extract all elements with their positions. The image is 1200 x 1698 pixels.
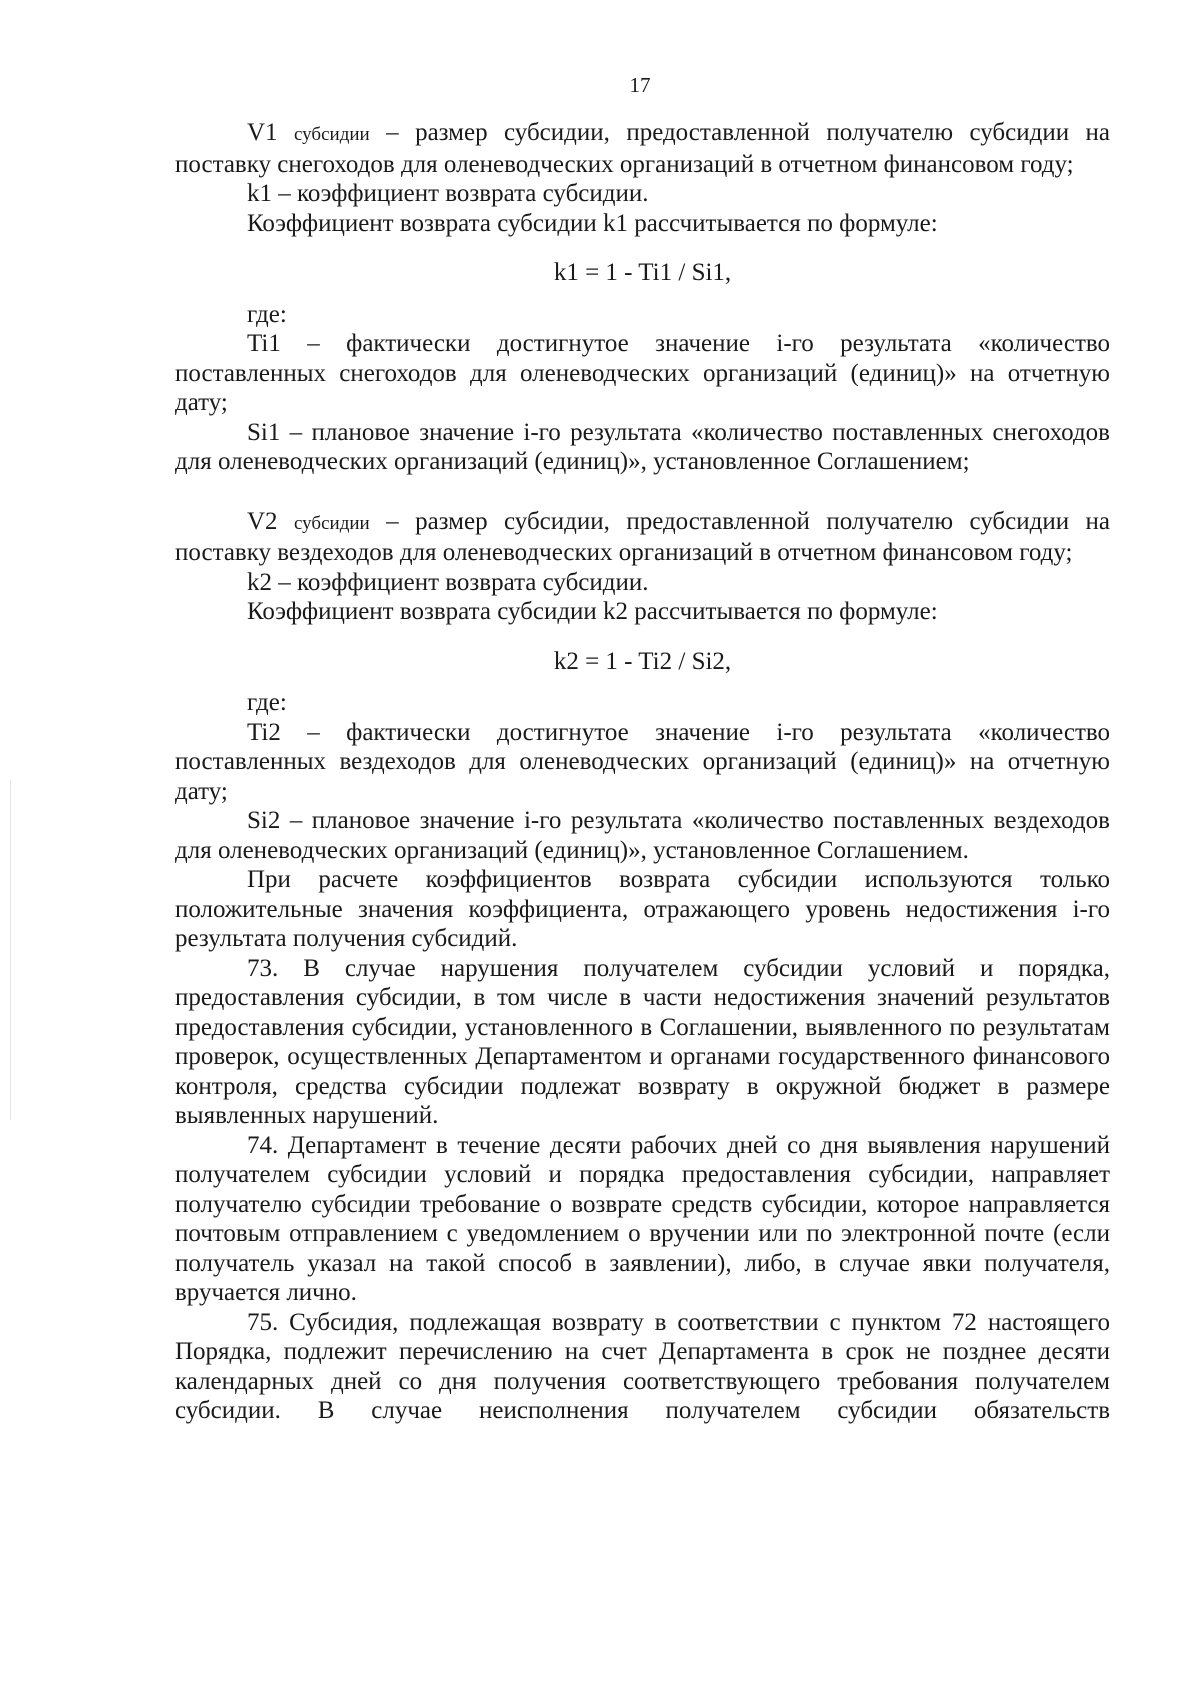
v2-subscript: субсидии — [294, 512, 370, 534]
where-label-1: где: — [247, 300, 287, 328]
k1-definition: k1 – коэффициент возврата субсидии. — [247, 180, 649, 207]
k1-formula: k1 = 1 - Ti1 / Si1, — [553, 259, 732, 286]
si2-definition: Si2 – плановое значение i-го результата «количество поставленных вездеходов для оленеводческих организаций (единиц)», установленное Соглашением. — [175, 807, 1110, 864]
paragraph-73: 73. В случае нарушения получателем субсидии условий и порядка, предоставления субсидии, в том числе в части недостижения значений результатов предоставления субсидии, установленного в Соглашении, выявленного по результатам проверок, осуществленных Департаментом и органами государственного финансового контроля, средства субсидии подлежат возврату в окружной бюджет в размере выявленных нарушений. — [175, 954, 1110, 1129]
v2-definition — [175, 507, 1110, 568]
k2-formula: k2 = 1 - Ti2 / Si2, — [553, 647, 732, 675]
si1-definition: Si1 – плановое значение i-го результата «количество поставленных снегоходов для оленеводческих организаций (единиц)», установленное Соглашением; — [175, 418, 1110, 475]
v2-text: – размер субсидии, предоставленной получателю субсидии на поставку вездеходов для оленеводческих организаций в отчетном финансовом году; — [175, 507, 1111, 566]
k2-definition: k2 – коэффициент возврата субсидии. — [247, 568, 649, 596]
scan-edge-mark — [10, 780, 11, 1120]
v2-label: V2 — [247, 507, 278, 535]
ti2-definition: Ti2 – фактически достигнутое значение i-го результата «количество поставленных вездеходов для оленеводческих организаций (единиц)» на отчетную дату; — [175, 718, 1110, 805]
k2-intro: Коэффициент возврата субсидии k2 рассчитывается по формуле: — [247, 598, 938, 625]
paragraph-74: 74. Департамент в течение десяти рабочих дней со дня выявления нарушений получателем субсидии условий и порядка предоставления субсидии, направляет получателю субсидии требование о возврате средств субсидии, которое направляется почтовым отправлением с уведомлением о вручении или по электронной почте (если получатель указал на такой способ в заявлении), либо, в случае явки получателя, вручается лично. — [175, 1131, 1110, 1306]
where-label-2: где: — [247, 689, 287, 716]
v1-subscript: субсидии — [294, 124, 370, 145]
v1-text: – размер субсидии, предоставленной получателю субсидии на поставку снегоходов для оленеводческих организаций в отчетном финансовом году; — [175, 119, 1111, 178]
v1-definition — [175, 118, 1110, 179]
positive-values-note: При расчете коэффициентов возврата субсидии используются только положительные значения коэффициента, отражающего уровень недостижения i-го результата получения субсидий. — [175, 866, 1110, 952]
page-number: 17 — [629, 73, 651, 97]
ti1-definition: Ti1 – фактически достигнутое значение i-го результата «количество поставленных снегоходов для оленеводческих организаций (единиц)» на отчетную дату; — [175, 330, 1110, 416]
section-gap — [175, 477, 1110, 507]
k1-intro: Коэффициент возврата субсидии k1 рассчитывается по формуле: — [247, 209, 938, 237]
paragraph-75: 75. Субсидия, подлежащая возврату в соответствии с пунктом 72 настоящего Порядка, подлежит перечислению на счет Департамента в срок не позднее десяти календарных дней со дня получения соответствующего требования получателем субсидии. В случае неисполнения получателем субсидии обязательств — [175, 1308, 1110, 1424]
v1-label: V1 — [247, 119, 278, 146]
document-body — [175, 118, 1110, 1426]
